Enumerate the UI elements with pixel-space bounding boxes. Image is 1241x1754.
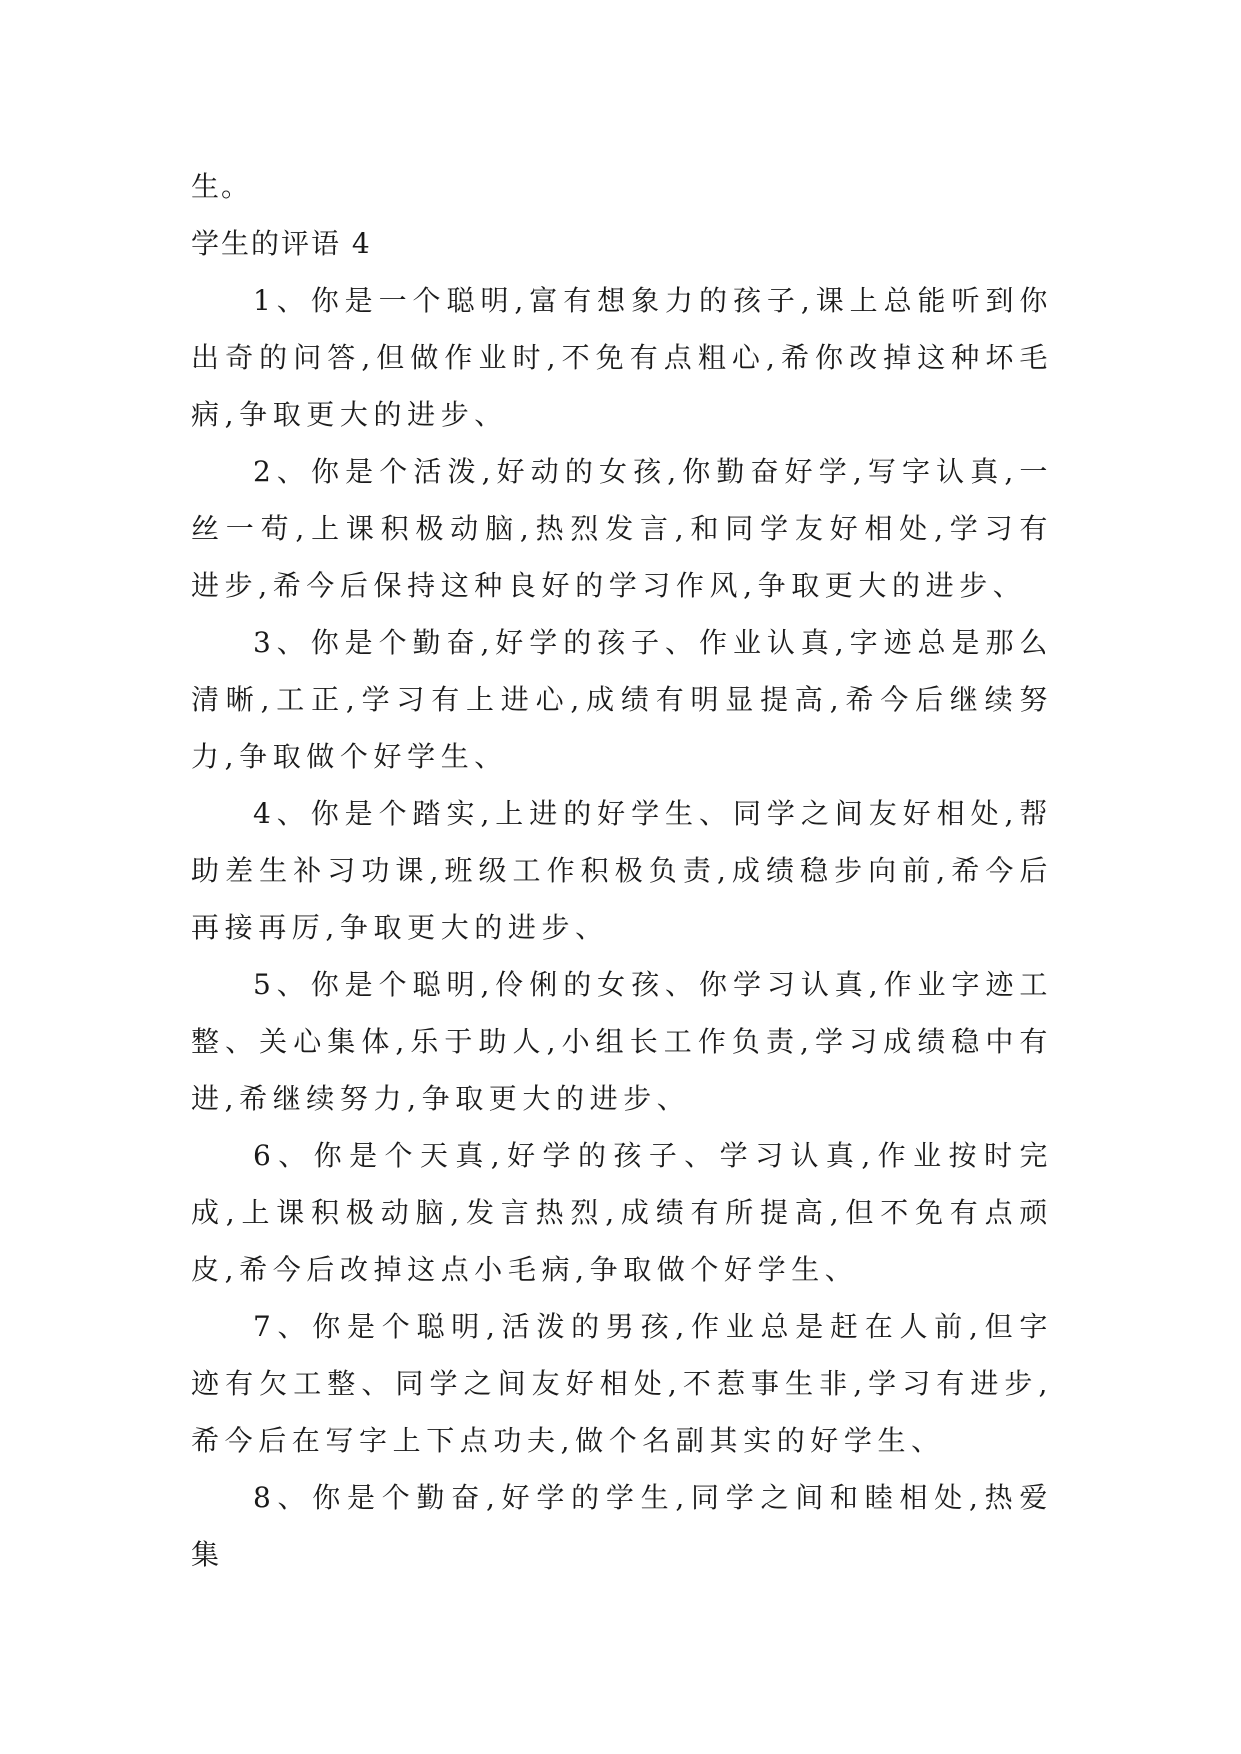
document-body bbox=[191, 158, 1053, 1583]
comment-item-8: 8、你是个勤奋,好学的学生,同学之间和睦相处,热爱集 bbox=[191, 1481, 1053, 1571]
comment-item-1: 1、你是一个聪明,富有想象力的孩子,课上总能听到你出奇的问答,但做作业时,不免有点粗心,希你改掉这种坏毛病,争取更大的进步、 bbox=[191, 284, 1053, 431]
comment-item-6: 6、你是个天真,好学的孩子、学习认真,作业按时完成,上课积极动脑,发言热烈,成绩有所提高,但不免有点顽皮,希今后改掉这点小毛病,争取做个好学生、 bbox=[191, 1139, 1053, 1286]
continuation-text: 生。 bbox=[191, 170, 252, 203]
comment-list bbox=[191, 272, 1053, 1583]
comment-item-4: 4、你是个踏实,上进的好学生、同学之间友好相处,帮助差生补习功课,班级工作积极负责,成绩稳步向前,希今后再接再厉,争取更大的进步、 bbox=[191, 797, 1053, 944]
section-heading: 学生的评语 4 bbox=[191, 227, 372, 260]
comment-item-7: 7、你是个聪明,活泼的男孩,作业总是赶在人前,但字迹有欠工整、同学之间友好相处,不惹事生非,学习有进步,希今后在写字上下点功夫,做个名副其实的好学生、 bbox=[191, 1310, 1053, 1457]
comment-item-5: 5、你是个聪明,伶俐的女孩、你学习认真,作业字迹工整、关心集体,乐于助人,小组长工作负责,学习成绩稳中有进,希继续努力,争取更大的进步、 bbox=[191, 968, 1053, 1115]
comment-item-3: 3、你是个勤奋,好学的孩子、作业认真,字迹总是那么清晰,工正,学习有上进心,成绩有明显提高,希今后继续努力,争取做个好学生、 bbox=[191, 626, 1053, 773]
comment-item-2: 2、你是个活泼,好动的女孩,你勤奋好学,写字认真,一丝一苟,上课积极动脑,热烈发言,和同学友好相处,学习有进步,希今后保持这种良好的学习作风,争取更大的进步、 bbox=[191, 455, 1053, 602]
